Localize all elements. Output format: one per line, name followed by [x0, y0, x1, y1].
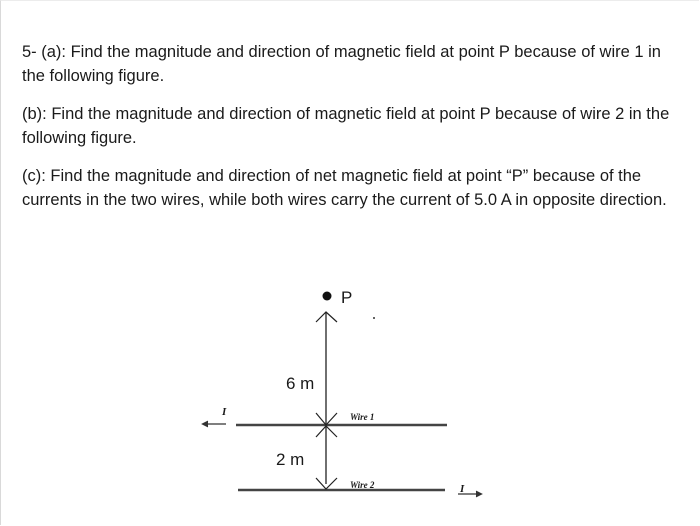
wire-1-arrowhead — [202, 421, 208, 427]
point-p-dot — [323, 292, 332, 301]
point-p-label: P — [341, 288, 353, 307]
distance-label-6m: 6 m — [286, 374, 315, 393]
wire-2-arrowhead — [476, 491, 482, 497]
wire-2-label: Wire 2 — [350, 480, 375, 490]
question-part-a: 5- (a): Find the magnitude and direction of magnetic field at point P because of wire 1 in the following figure. — [22, 43, 661, 85]
wire-2-current-label: I — [460, 483, 465, 495]
question-part-b: (b): Find the magnitude and direction of magnetic field at point P because of wire 2 in the following figure. — [22, 105, 670, 147]
question-part-c: (c): Find the magnitude and direction of net magnetic field at point “P” because of the currents in the two wires, while both wires carry the current of 5.0 A in opposite direction. — [22, 167, 667, 209]
wire-1-current-label: I — [222, 406, 227, 418]
distance-label-2m: 2 m — [276, 450, 305, 469]
wire-1-label: Wire 1 — [350, 412, 375, 422]
speck — [373, 317, 375, 319]
